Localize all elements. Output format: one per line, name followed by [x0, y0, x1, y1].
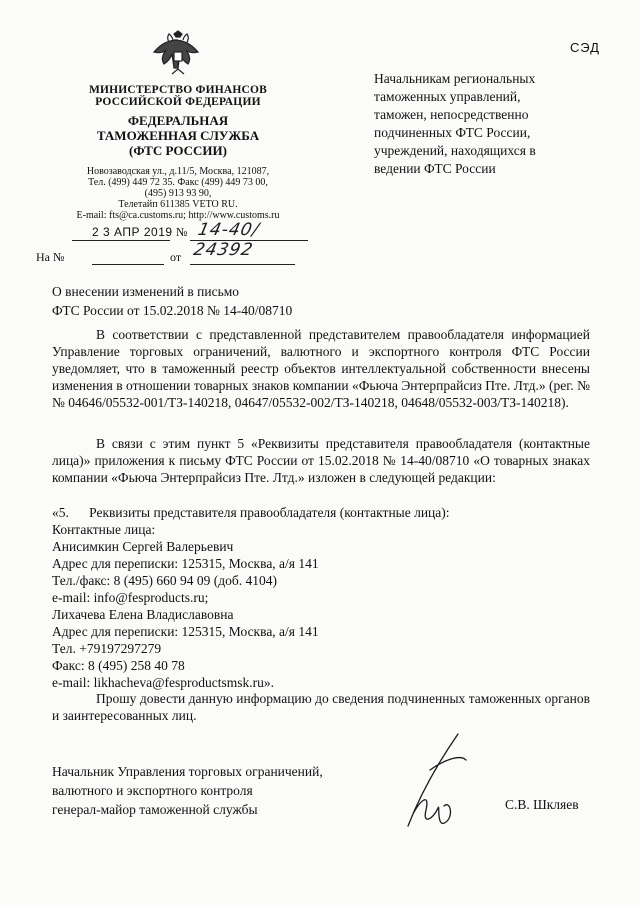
sed-label: СЭД	[570, 40, 600, 55]
sender-header	[64, 84, 292, 221]
position-line2: валютного и экспортного контроля	[52, 783, 253, 798]
handwritten-signature	[400, 730, 490, 840]
subject-line1: О внесении изменений в письмо	[52, 284, 240, 299]
contact-line: Тел. +79197297279	[52, 641, 162, 656]
subject-line2: ФТС России от 15.02.2018 № 14-40/08710	[52, 303, 293, 318]
address-line3: (495) 913 93 90,	[144, 188, 212, 199]
letter-subject	[52, 282, 292, 320]
body-paragraph-1: В соответствии с представленной представителем правообладателя информацией Управление торговых ограничений, валютного и экспортного контроля ФТС России уведомляет, что в таможенный реестр объектов интеллектуальной собственности внесены изменения в отношении товарных знаков компании «Фьюча Энтерпрайсиз Пте. Лтд.» (рег. №№ 04646/05532-001/ТЗ-140218, 04647/05532-002/ТЗ-140218, 04648/05532-003/ТЗ-140218).	[52, 327, 590, 410]
service-name-line1: ФЕДЕРАЛЬНАЯ	[127, 113, 229, 128]
body-paragraph-3: Прошу довести данную информацию до сведения подчиненных таможенных органов и заинтересованных лиц.	[52, 691, 590, 723]
date-underline	[72, 240, 170, 241]
signer-name: С.В. Шкляев	[505, 797, 579, 812]
position-line1: Начальник Управления торговых ограничений,	[52, 764, 323, 779]
recipients-block: Начальникам региональных таможенных управлений, таможен, непосредственно подчиненных ФТС России, учреждений, находящихся в ведении ФТС России	[374, 71, 536, 176]
registration-date: 2 3 АПР 2019	[92, 225, 173, 239]
contact-line: Тел./факс: 8 (495) 660 94 09 (доб. 4104)	[52, 573, 278, 588]
service-name-line2: ТАМОЖЕННАЯ СЛУЖБА	[96, 128, 260, 143]
contact-line: Лихачева Елена Владиславовна	[52, 607, 234, 622]
ministry-name-line2: РОССИЙСКОЙ ФЕДЕРАЦИИ	[95, 96, 261, 108]
contact-line: e-mail: info@fesproducts.ru;	[52, 590, 209, 605]
number-underline	[190, 240, 308, 241]
service-name-line3: (ФТС РОССИИ)	[129, 143, 227, 158]
reply-date-blank	[190, 264, 295, 265]
registration-number: 14-40/ 24392	[191, 220, 262, 260]
ministry-name-line1: МИНИСТЕРСТВО ФИНАНСОВ	[88, 84, 268, 96]
body-paragraph-2: В связи с этим пункт 5 «Реквизиты представителя правообладателя (контактные лица)» приложения к письму ФТС России от 15.02.2018 № 14-40/08710 «О товарных знаках компании «Фьюча Энтерпрайсиз Пте. Лтд.» изложен в следующей редакции:	[52, 436, 590, 485]
from-label: от	[170, 250, 182, 264]
address-line2: Тел. (499) 449 72 35. Факс (499) 449 73 00,	[88, 177, 268, 188]
reply-number-blank	[92, 264, 164, 265]
contact-line: «5. Реквизиты представителя правообладателя (контактные лица):	[52, 505, 450, 520]
contact-line: Адрес для переписки: 125315, Москва, а/я 141	[52, 556, 319, 571]
contact-line: Анисимкин Сергей Валерьевич	[52, 539, 234, 554]
number-sign: №	[176, 225, 188, 239]
double-headed-eagle-emblem-icon	[148, 30, 208, 82]
position-line3: генерал-майор таможенной службы	[52, 802, 258, 817]
contact-line: Адрес для переписки: 125315, Москва, а/я 141	[52, 624, 319, 639]
signatory-position	[52, 762, 323, 819]
contact-line: Контактные лица:	[52, 522, 156, 537]
contact-line: Факс: 8 (495) 258 40 78	[52, 658, 185, 673]
address-line5: E-mail: fts@ca.customs.ru; http://www.customs.ru	[76, 210, 280, 221]
contact-line: e-mail: likhacheva@fesproductsmsk.ru».	[52, 675, 274, 690]
address-line4: Телетайп 611385 VETO RU.	[118, 199, 238, 210]
address-line1: Новозаводская ул., д.11/5, Москва, 121087,	[86, 166, 270, 177]
reply-to-label: На №	[36, 250, 65, 264]
contact-details	[52, 504, 592, 691]
